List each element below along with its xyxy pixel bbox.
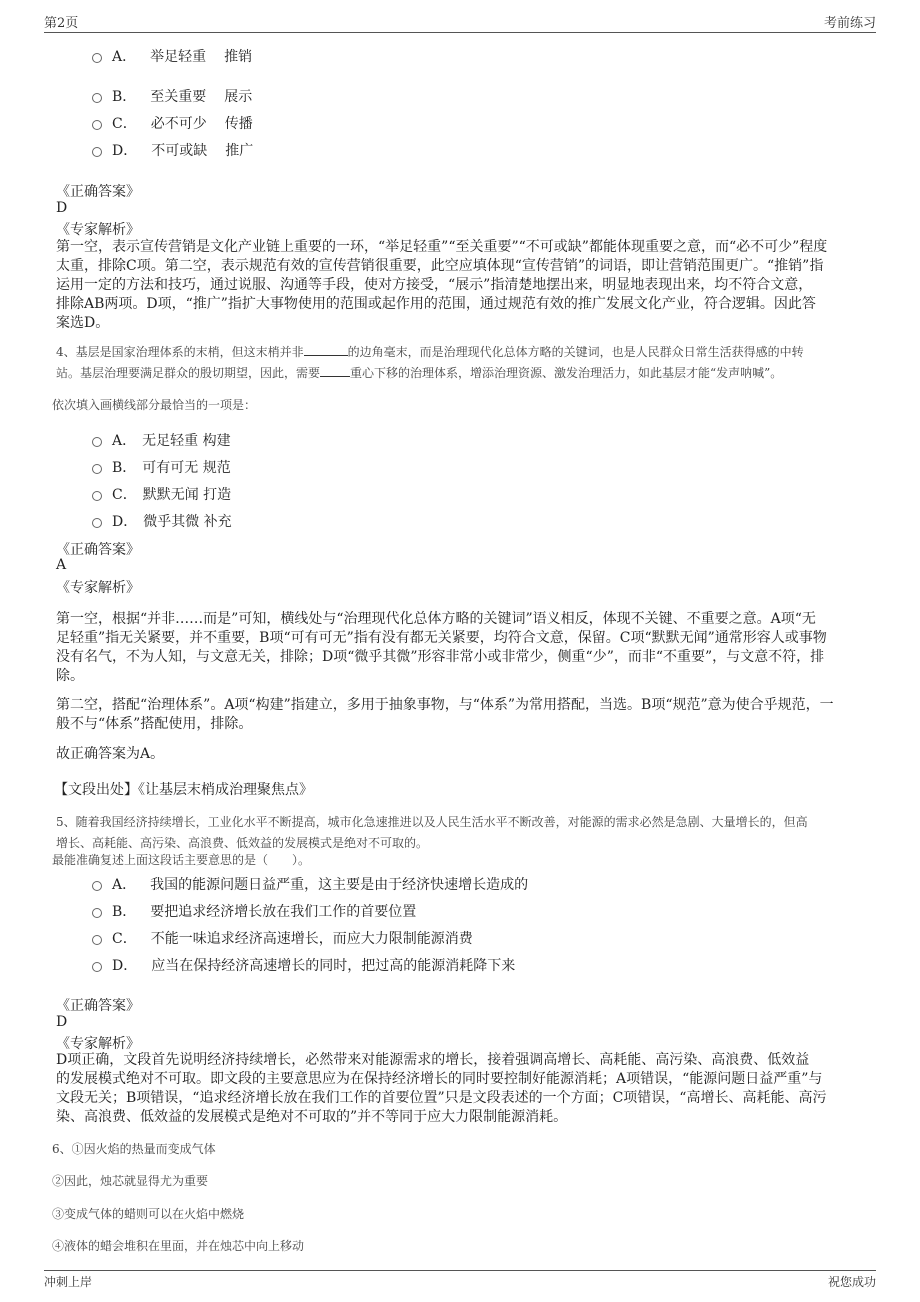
q4-analysis-para-2: 第二空，搭配“治理体系”。A项“构建”指建立，多用于抽象事物，与“体系”为常用搭配，当选。B项“规范”意为使合乎规范，一 般不与“体系”搭配使用，排除。 [56,697,834,732]
q4-option-b[interactable]: B． 可有可无 规范 [92,457,231,477]
radio-icon[interactable] [92,437,102,447]
q4-option-d[interactable]: D． 微乎其微 补充 [92,511,232,531]
q4-prompt: 依次填入画横线部分最恰当的一项是： [52,398,257,412]
radio-icon[interactable] [92,464,102,474]
q3-option-b[interactable]: B． 至关重要 展示 [92,86,252,106]
q3-option-c[interactable]: C． 必不可少 传播 [92,113,253,133]
q3-answer: D [56,200,68,216]
footer-right: 祝您成功 [827,1275,876,1289]
q5-option-d[interactable]: D． 应当在保持经济高速增长的同时，把过高的能源消耗降下来 [92,955,515,975]
q4-answer-label: 《正确答案》 [56,542,140,558]
q4-analysis-para-1: 第一空，根据“并非……而是”可知，横线处与“治理现代化总体方略的关键词”语义相反，体现不关键、不重要之意。A项“无 足轻重”指无关紧要，并不重要，B项“可有可无”指有没有都无关紧要，均符合文意，保留。C项“默默无闻”通常形容人或事物 没有名气，不为人知，与文意无关，排除；D项“微乎其微”形容非常小或非常少，侧重“少”，而非“不重要”，与文意不符，排 除。 [56,611,827,684]
radio-icon[interactable] [92,881,102,891]
radio-icon[interactable] [92,120,102,130]
q4-answer: A [56,557,67,573]
q6-item-2: ②因此，烛芯就显得尤为重要 [52,1174,209,1188]
q3-answer-label: 《正确答案》 [56,184,140,200]
page-footer [44,1270,876,1290]
q4-stem: 4、基层是国家治理体系的末梢，但这末梢并非 的边角毫末，而是治理现代化总体方略的关键词，也是人民群众日常生活获得感的中转 站。基层治理要满足群众的殷切期望，因此，需要 重心下移的治理体系，增添治理资源、激发治理活力，如此基层才能“发声呐喊”。 [56,345,804,380]
answer-blank [320,364,350,377]
q6-item-4: ④液体的蜡会堆积在里面，并在烛芯中向上移动 [52,1239,305,1253]
q3-option-d[interactable]: D． 不可或缺 推广 [92,140,253,160]
q5-prompt: 最能准确复述上面这段话主要意思的是（ ）。 [52,853,311,867]
q5-analysis: D项正确，文段首先说明经济持续增长，必然带来对能源需求的增长，接着强调高增长、高耗能、高污染、高浪费、低效益 的发展模式绝对不可取。即文段的主要意思应为在保持经济增长的同时要控制好能源消耗；A项错误，“能源问题日益严重”与 文段无关；B项错误，“追求经济增长放在我们工作的首要位置”只是文段表述的一个方面；C项错误，“高增长、高耗能、高污 染、高浪费、低效益的发展模式是绝对不可取的”并不等同于应大力限制能源消耗。 [56,1052,827,1125]
q5-stem: 5、随着我国经济持续增长，工业化水平不断提高，城市化急速推进以及人民生活水平不断改善，对能源的需求必然是急剧、大量增长的，但高 增长、高耗能、高污染、高浪费、低效益的发展模式是绝对不可取的。 [56,815,808,850]
footer-left: 冲刺上岸 [44,1275,93,1289]
radio-icon[interactable] [92,53,102,63]
radio-icon[interactable] [92,491,102,501]
q3-analysis-label: 《专家解析》 [56,222,140,238]
q5-answer: D [56,1014,68,1030]
q6-item-1: 6、①因火焰的热量而变成气体 [52,1142,216,1156]
q5-option-a[interactable]: A． 我国的能源问题日益严重，这主要是由于经济快速增长造成的 [92,874,528,894]
q3-option-a[interactable]: A． 举足轻重 推销 [92,46,252,66]
answer-blank [304,343,348,356]
page-number: 第2页 [44,16,79,31]
radio-icon[interactable] [92,93,102,103]
radio-icon[interactable] [92,908,102,918]
q5-option-b[interactable]: B． 要把追求经济增长放在我们工作的首要位置 [92,901,416,921]
q6-item-3: ③变成气体的蜡则可以在火焰中燃烧 [52,1207,245,1221]
q4-analysis-para-3: 故正确答案为A。 [56,746,165,762]
q5-answer-label: 《正确答案》 [56,998,140,1014]
radio-icon[interactable] [92,147,102,157]
radio-icon[interactable] [92,518,102,528]
q4-option-c[interactable]: C． 默默无闻 打造 [92,484,231,504]
q4-source: 【文段出处】《让基层末梢成治理聚焦点》 [54,782,313,798]
q4-option-a[interactable]: A． 无足轻重 构建 [92,430,231,450]
q4-analysis-label: 《专家解析》 [56,580,140,596]
radio-icon[interactable] [92,962,102,972]
q5-option-c[interactable]: C． 不能一味追求经济高速增长，而应大力限制能源消费 [92,928,473,948]
q5-analysis-label: 《专家解析》 [56,1036,140,1052]
header-title: 考前练习 [823,16,876,31]
q3-analysis: 第一空，表示宣传营销是文化产业链上重要的一环，“举足轻重”“至关重要”“不可或缺”都能体现重要之意，而“必不可少”程度 太重，排除C项。第二空，表示规范有效的宣传营销很重要，此空应填体现“宣传营销”的词语，即让营销范围更广。“推销”指 运用一定的方法和技巧，通过说服、沟通等手段，使对方接受，“展示”指清楚地摆出来，明显地表现出来，均不符合文意， 排除AB两项。D项，“推广”指扩大事物使用的范围或起作用的范围，通过规范有效的推广发展文化产业，符合逻辑。因此答 案选D。 [56,239,828,331]
radio-icon[interactable] [92,935,102,945]
page-header [44,12,876,33]
